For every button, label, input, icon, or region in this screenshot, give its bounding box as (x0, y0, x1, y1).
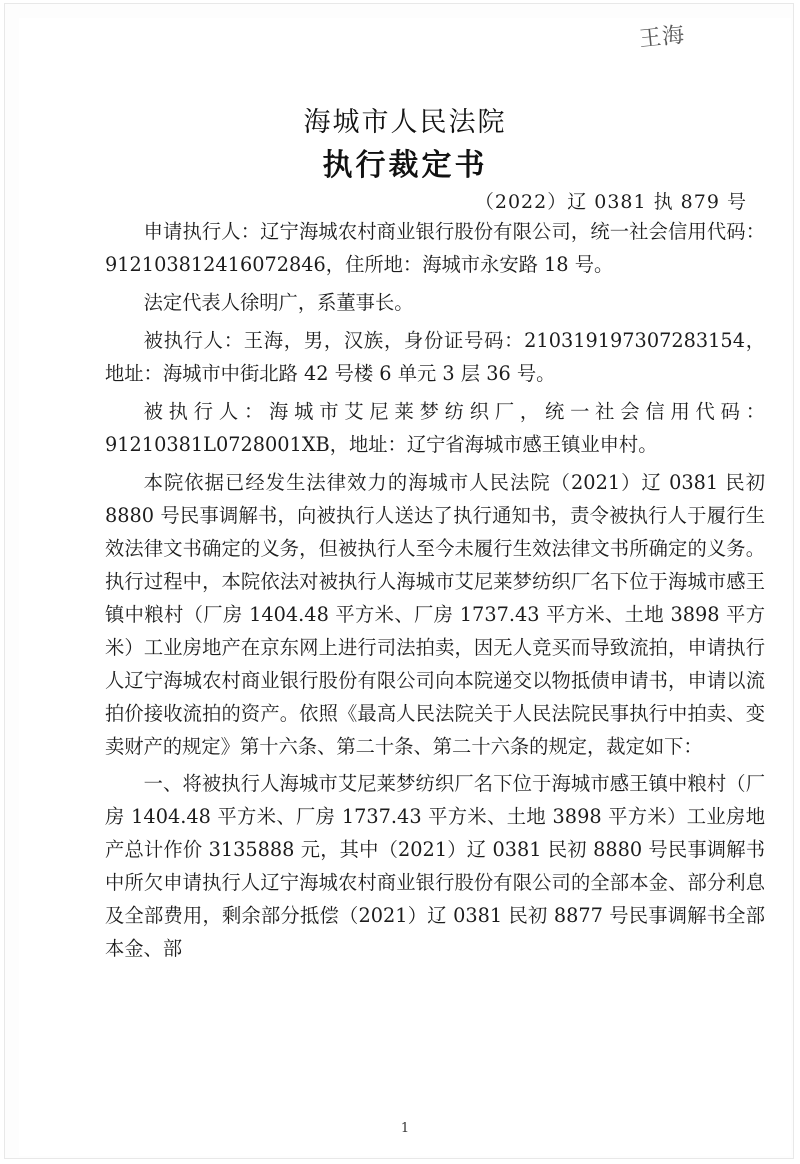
document-type-title: 执行裁定书 (322, 148, 488, 183)
paragraph-respondent-company: 被执行人：海城市艾尼莱梦纺织厂，统一社会信用代码：91210381L0728001XB，地址：辽宁省海城市感王镇业申村。 (105, 400, 765, 456)
document-body (105, 215, 765, 970)
case-number: （2022）辽 0381 执 879 号 (474, 191, 747, 213)
paragraph-respondent-person: 被执行人：王海，男，汉族，身份证号码：210319197307283154，地址：海城市中街北路 42 号楼 6 单元 3 层 36 号。 (105, 329, 765, 385)
paragraph-applicant: 申请执行人：辽宁海城农村商业银行股份有限公司，统一社会信用代码：912103812416072846，住所地：海城市永安路 18 号。 (105, 220, 765, 276)
court-name: 海城市人民法院 (303, 107, 507, 138)
document-frame (4, 3, 794, 1159)
handwritten-note: 王海 (638, 22, 687, 53)
page-number: 1 (400, 1121, 410, 1136)
paragraph-ruling-item-1: 一、将被执行人海城市艾尼莱梦纺织厂名下位于海城市感王镇中粮村（厂房 1404.48 平方米、厂房 1737.43 平方米、土地 3898 平方米）工业房地产总计作价 3135888 元，其中（2021）辽 0381 民初 8880 号民事调解书中所欠申请执行人辽宁海城农村商业银行股份有限公司的全部本金、部分利息及全部费用，剩余部分抵偿（2021）辽 0381 民初 8877 号民事调解书全部本金、部 (105, 772, 765, 960)
document-page (19, 18, 791, 1156)
paragraph-legal-representative: 法定代表人徐明广，系董事长。 (143, 291, 414, 314)
paragraph-facts: 本院依据已经发生法律效力的海城市人民法院（2021）辽 0381 民初 8880 号民事调解书，向被执行人送达了执行通知书，责令被执行人于履行生效法律文书确定的义务，但被执行人至今未履行生效法律文书所确定的义务。执行过程中，本院依法对被执行人海城市艾尼莱梦纺织厂名下位于海城市感王镇中粮村（厂房 1404.48 平方米、厂房 1737.43 平方米、土地 3898 平方米）工业房地产在京东网上进行司法拍卖，因无人竞买而导致流拍，申请执行人辽宁海城农村商业银行股份有限公司向本院递交以物抵债申请书，申请以流拍价接收流拍的资产。依照《最高人民法院关于人民法院民事执行中拍卖、变卖财产的规定》第十六条、第二十条、第二十六条的规定，裁定如下： (105, 471, 765, 758)
